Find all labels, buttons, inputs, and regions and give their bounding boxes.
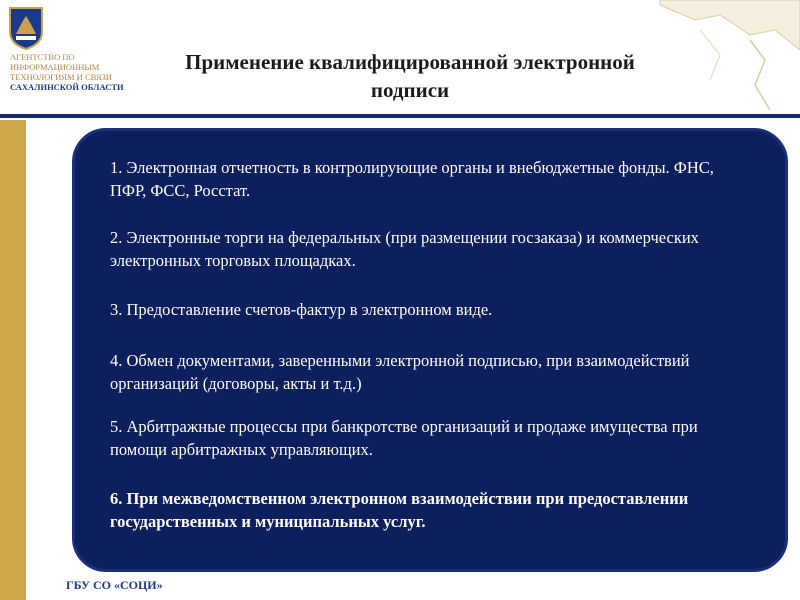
agency-name — [10, 52, 140, 92]
sakhalin-emblem-icon — [8, 6, 44, 50]
header-divider — [0, 114, 800, 118]
list-item-2: 2. Электронные торги на федеральных (при размещении госзаказа) и коммерческих электронных торговых площадках. — [110, 228, 699, 270]
left-accent-stripe — [26, 120, 32, 600]
list-item-1: 1. Электронная отчетность в контролирующие органы и внебюджетные фонды. ФНС, ПФР, ФСС, Росстат. — [110, 158, 714, 200]
list-item-3: 3. Предоставление счетов-фактур в электронном виде. — [110, 300, 493, 319]
agency-name-line2: САХАЛИНСКОЙ ОБЛАСТИ — [10, 82, 124, 92]
list-item-4: 4. Обмен документами, заверенными электронной подписью, при взаимодействий организаций (договоры, акты и т.д.) — [110, 351, 690, 393]
agency-name-line1: АГЕНТСТВО ПО ИНФОРМАЦИОННЫМ ТЕХНОЛОГИЯМ И СВЯЗИ — [10, 52, 112, 82]
footer-label: ГБУ СО «СОЦИ» — [66, 578, 163, 592]
left-accent-bar — [0, 120, 26, 600]
list-item-6: 6. При межведомственном электронном взаимодействии при предоставлении государственных и муниципальных услуг. — [110, 489, 689, 531]
page-title: Применение квалифицированной электронной подписи — [185, 50, 635, 102]
list-item-5: 5. Арбитражные процессы при банкротстве организаций и продаже имущества при помощи арбитражных управляющих. — [110, 417, 698, 459]
